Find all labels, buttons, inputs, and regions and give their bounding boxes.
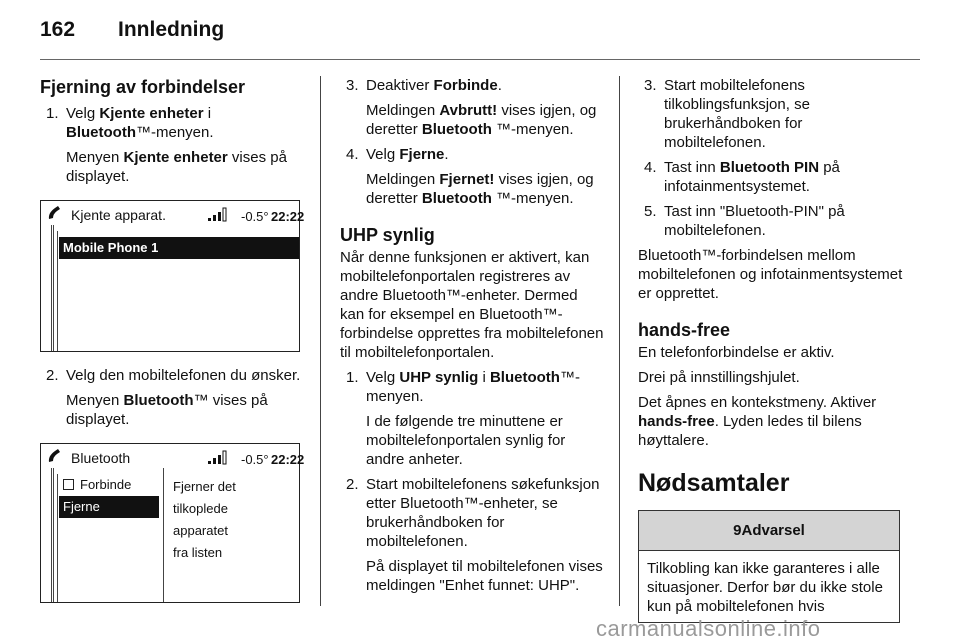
uhp-step-4: [638, 158, 903, 196]
display-frame-inner: [57, 474, 58, 602]
menu-term: Bluetooth: [421, 190, 492, 207]
text: .: [444, 146, 449, 163]
display-title: Bluetooth: [71, 450, 131, 466]
help-line: apparatet: [173, 523, 228, 538]
step-1-result: [40, 148, 305, 186]
menu-term: Bluetooth: [123, 392, 194, 409]
column-3: [638, 76, 903, 623]
text: Deaktiver: [366, 77, 434, 94]
menu-divider: [163, 468, 164, 602]
display-temperature: -0.5°: [241, 452, 269, 467]
step-4-result: [340, 170, 605, 208]
menu-term: Bluetooth: [421, 121, 492, 138]
uhp-step-2: [340, 475, 605, 551]
menu-help-text: [173, 476, 236, 564]
step-number: 2.: [346, 476, 359, 493]
text: ™-menyen.: [366, 369, 580, 405]
header-rule: [40, 59, 920, 60]
text: Det åpnes en kontekstmeny. Aktiver: [638, 394, 877, 411]
step-number: 2.: [46, 367, 59, 384]
column-2: [340, 76, 605, 595]
menu-term: Kjente enheter: [99, 105, 204, 122]
uhp-step-5: [638, 202, 903, 240]
step-1: [40, 104, 305, 142]
menu-item-label: Fjerne: [63, 499, 100, 514]
device-list-item-selected[interactable]: Mobile Phone 1: [59, 237, 299, 259]
section-heading-uhp-visible: UHP synlig: [340, 225, 435, 245]
uhp-step-2-result: På displayet til mobiltelefonen vises meldingen "Enhet funnet: UHP".: [366, 558, 603, 594]
text: Menyen: [66, 392, 124, 409]
step-number: 1.: [346, 369, 359, 386]
display-screenshot-known-devices: [40, 200, 305, 352]
display-frame-left: [51, 468, 54, 602]
uhp-intro: Når denne funksjonen er aktivert, kan mobiltelefonportalen registreres av andre Bluetooth™-enheter. Dermed kan for eksempel en Bluetooth™-forbindelse opprettes fra mobiltelefonen til mobiltelefonportalen.: [340, 249, 604, 361]
text: Start mobiltelefonens tilkoblingsfunksjon, se brukerhåndboken for mobiltelefonen.: [664, 77, 810, 151]
phone-handset-icon: [47, 448, 69, 464]
menu-term: Forbinde: [433, 77, 498, 94]
watermark: carmanualsonline.info: [596, 616, 821, 641]
menu-item-label: Forbinde: [80, 477, 132, 492]
display-frame-left: [51, 225, 54, 351]
bluetooth-menu: [59, 472, 159, 602]
display-temperature: -0.5°: [241, 209, 269, 224]
step-number: 4.: [346, 146, 359, 163]
uhp-step-1: [340, 368, 605, 406]
column-divider-2: [619, 76, 620, 606]
text: Velg: [366, 369, 400, 386]
text: vises på displayet.: [66, 149, 287, 185]
text: .: [497, 77, 502, 94]
text: Velg den mobiltelefonen du ønsker.: [66, 367, 301, 384]
display-title: Kjente apparat.: [71, 207, 166, 223]
step-3-result: [340, 101, 605, 139]
step-number: 5.: [644, 203, 657, 220]
text: . Lyden ledes til bilens høyttalere.: [638, 413, 862, 449]
signal-strength-icon: [207, 449, 229, 465]
display-screenshot-bluetooth-menu: [40, 443, 305, 603]
text: i: [478, 369, 490, 386]
message-term: Fjernet!: [439, 171, 495, 188]
connection-result: Bluetooth™-forbindelsen mellom mobiltelefonen og infotainmentsystemet er opprettet.: [638, 247, 903, 302]
warning-header: [639, 511, 899, 551]
text: ™-menyen.: [135, 124, 214, 141]
menu-term: Bluetooth: [489, 369, 560, 386]
step-number: 3.: [644, 77, 657, 94]
text: på infotainmentsystemet.: [664, 159, 840, 195]
display-frame-inner: [57, 231, 58, 351]
text: Menyen: [66, 149, 124, 166]
text: Start mobiltelefonens søkefunksjon etter Bluetooth™-enheter, se brukerhåndboken for mobiltelefonen.: [366, 476, 600, 550]
uhp-step-3: [638, 76, 903, 152]
help-line: Fjerner det: [173, 479, 236, 494]
display-clock: 22:22: [271, 209, 305, 224]
text: Tast inn: [664, 159, 720, 176]
hands-free-p3: [638, 393, 903, 450]
section-heading-hands-free: hands-free: [638, 320, 731, 340]
message-term: Avbrutt!: [439, 102, 498, 119]
warning-body: Tilkobling kan ikke garanteres i alle situasjoner. Derfor bør du ikke stole kun på mobiltelefonen hvis: [647, 560, 883, 615]
text: vises igjen, og deretter: [366, 171, 594, 207]
column-divider-1: [320, 76, 321, 606]
step-number: 4.: [644, 159, 657, 176]
menu-term: UHP synlig: [399, 369, 479, 386]
text: ™-menyen.: [491, 190, 574, 207]
page-title: Innledning: [118, 18, 225, 41]
text: Velg: [66, 105, 100, 122]
warning-title: Advarsel: [741, 522, 805, 539]
step-number: 3.: [346, 77, 359, 94]
menu-term: hands-free: [638, 413, 715, 430]
warning-box: [638, 510, 900, 623]
display-status-bar: [41, 201, 305, 227]
chapter-heading-emergency-calls: Nødsamtaler: [638, 469, 790, 497]
menu-term: Kjente enheter: [123, 149, 228, 166]
uhp-step-1-result: I de følgende tre minuttene er mobiltelefonportalen synlig for andre anheter.: [366, 413, 566, 468]
checkbox-icon: [63, 479, 74, 490]
help-line: fra listen: [173, 545, 223, 560]
display-status-bar: [41, 444, 305, 470]
hands-free-p1: En telefonforbindelse er aktiv.: [638, 344, 835, 361]
text: vises igjen, og deretter: [366, 102, 597, 138]
menu-item-connect[interactable]: [59, 474, 159, 496]
signal-strength-icon: [207, 206, 229, 222]
warning-icon: 9: [733, 522, 742, 539]
step-2: [40, 366, 305, 385]
step-2-result: [40, 391, 305, 429]
menu-item-remove[interactable]: [59, 496, 159, 518]
step-3: [340, 76, 605, 95]
menu-term: Fjerne: [399, 146, 445, 163]
section-heading-remove-connections: Fjerning av forbindelser: [40, 77, 246, 97]
phone-handset-icon: [47, 205, 69, 221]
text: Velg: [366, 146, 400, 163]
text: Meldingen: [366, 102, 440, 119]
hands-free-p2: Drei på innstillingshjulet.: [638, 369, 800, 386]
menu-term: Bluetooth PIN: [719, 159, 820, 176]
display-clock: 22:22: [271, 452, 305, 467]
step-number: 1.: [46, 105, 59, 122]
menu-term: Bluetooth: [66, 124, 136, 141]
text: Meldingen: [366, 171, 440, 188]
column-1: [40, 76, 305, 617]
page-number: 162: [40, 18, 76, 41]
text: i: [203, 105, 212, 122]
text: ™ vises på displayet.: [66, 392, 268, 428]
text: ™-menyen.: [491, 121, 574, 138]
help-line: tilkoplede: [173, 501, 228, 516]
text: Tast inn "Bluetooth-PIN" på mobiltelefonen.: [664, 203, 845, 239]
step-4: [340, 145, 605, 164]
